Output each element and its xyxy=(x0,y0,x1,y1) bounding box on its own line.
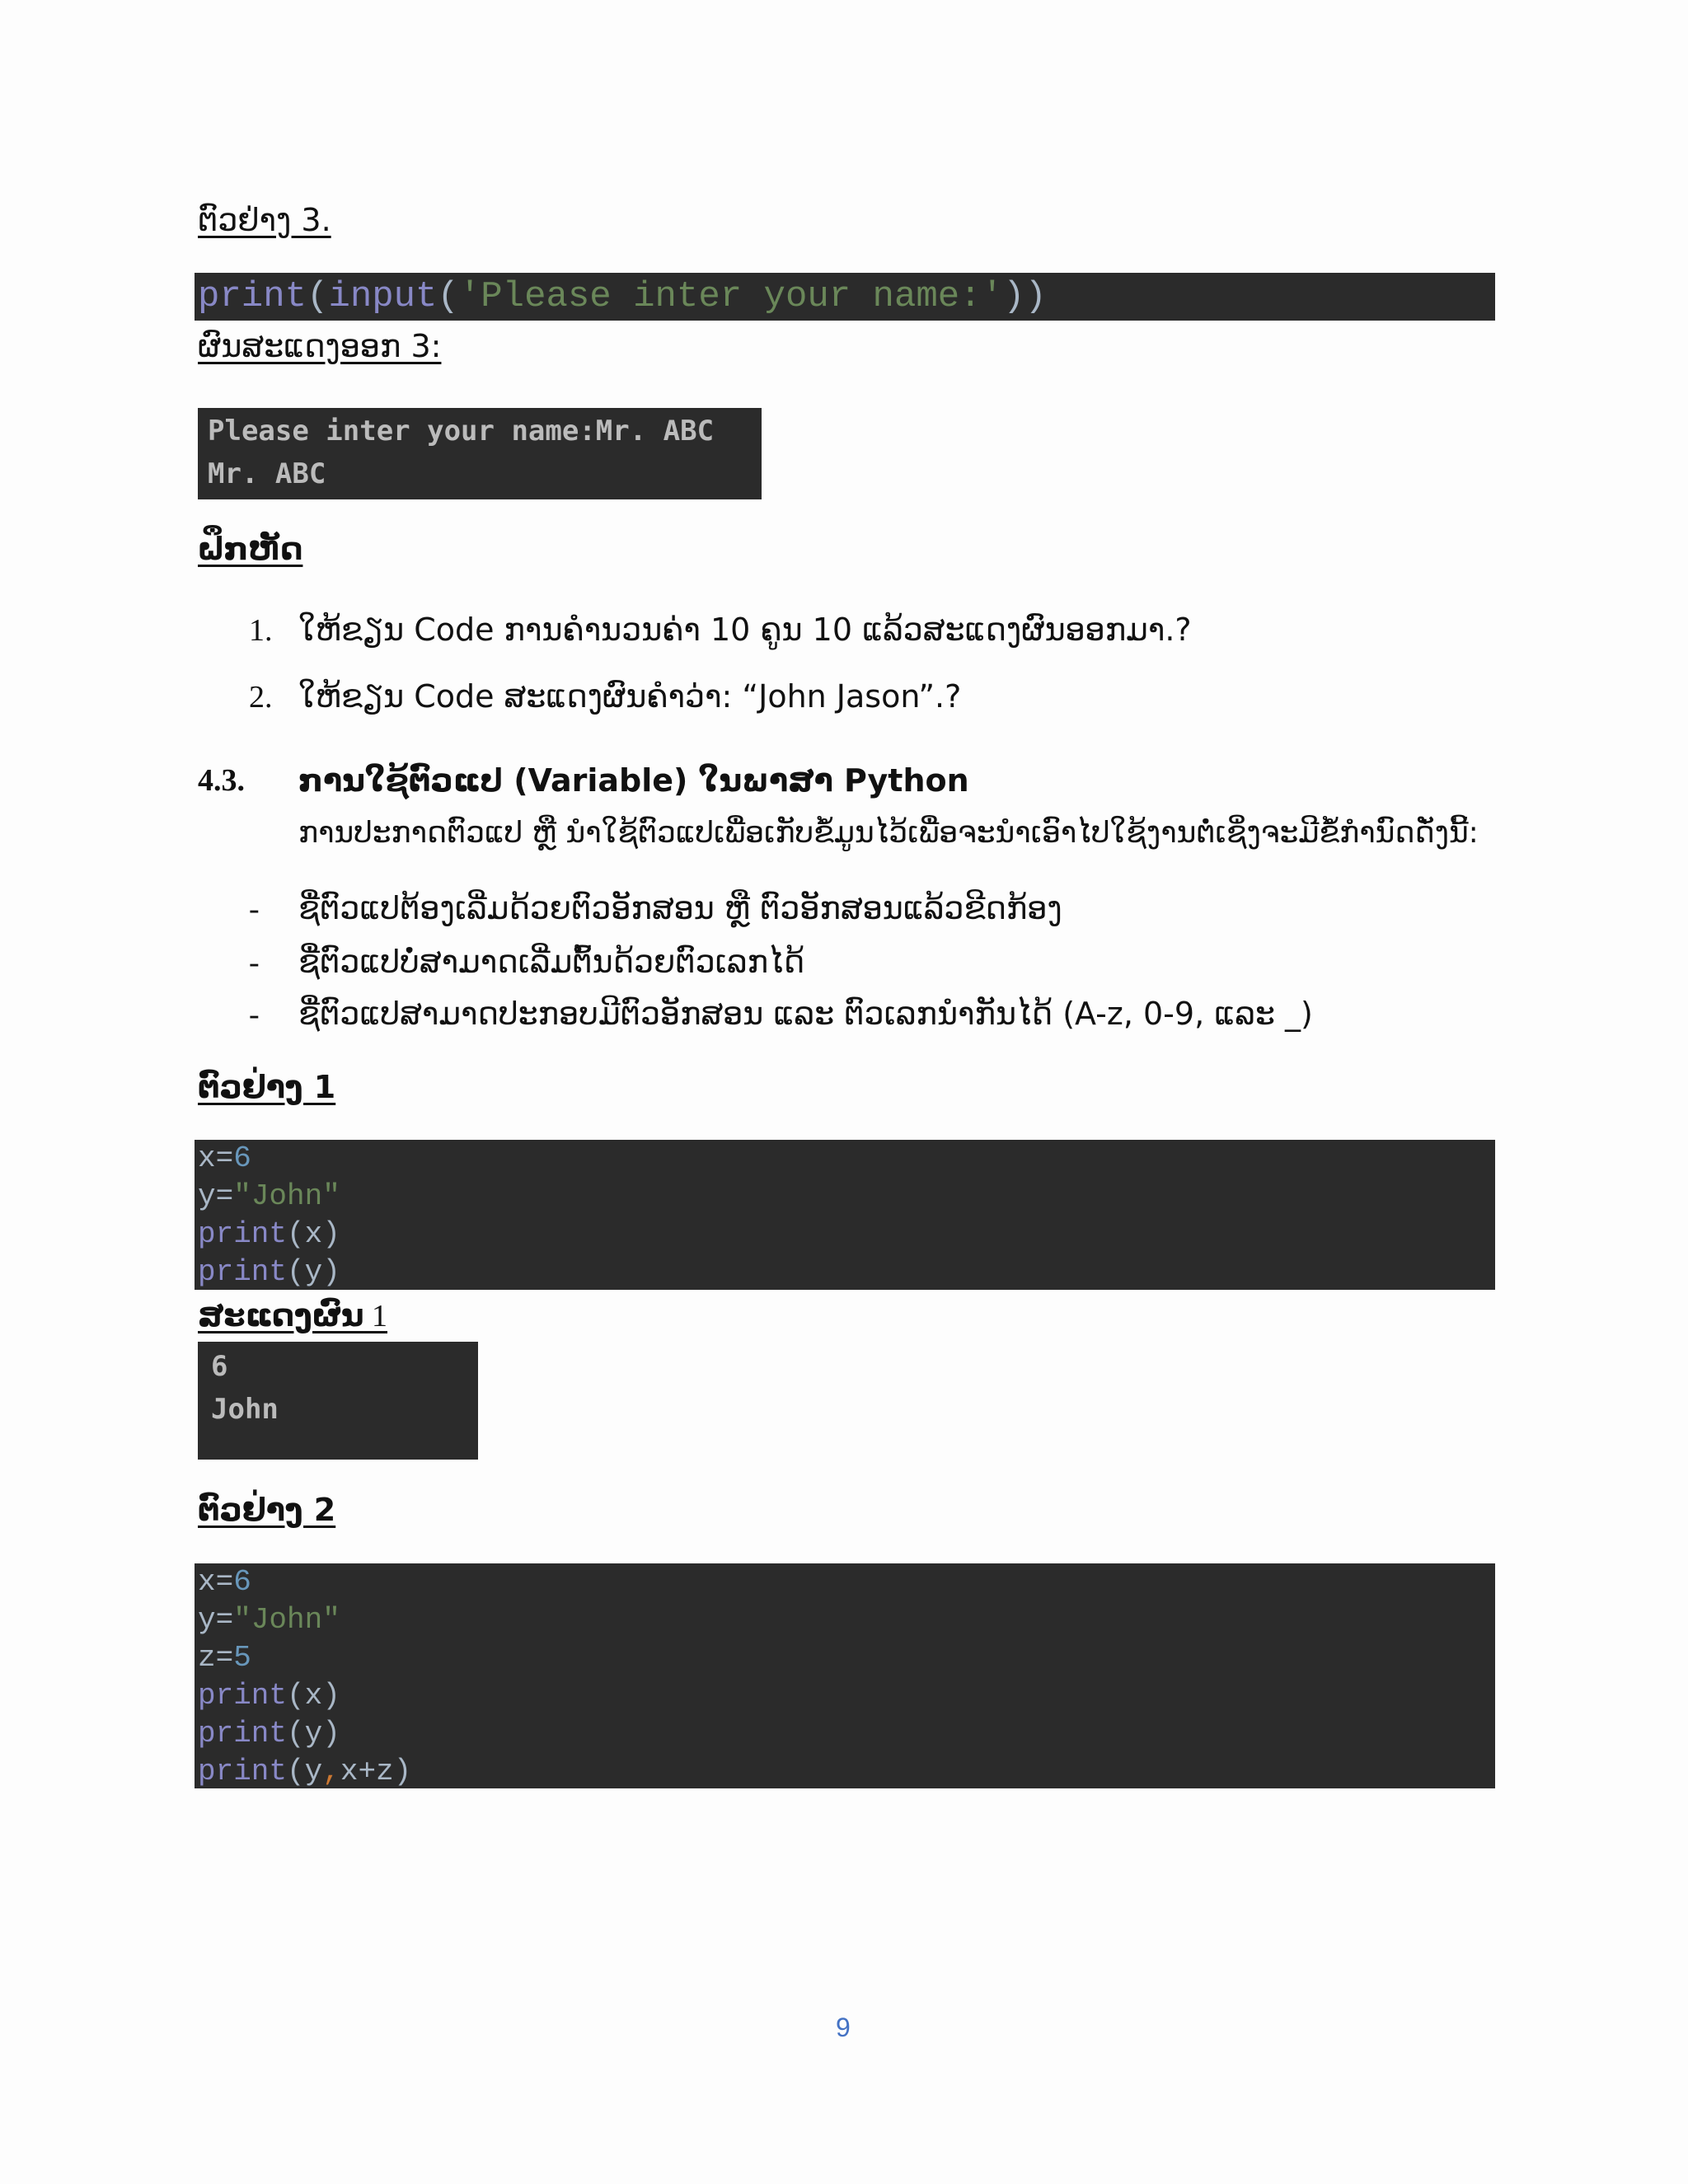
example3-code-line xyxy=(198,278,1047,316)
code-token: print xyxy=(198,1217,288,1251)
example1-console xyxy=(198,1342,478,1460)
code-token: ( xyxy=(437,276,459,317)
rule-text: ຊື່ຕົວແປສາມາດປະກອບມີຕົວອັກສອນ ແລະ ຕົວເລກນຳກັນໄດ້ (A-z, 0-9, ແລະ _) xyxy=(298,996,1313,1032)
code-token: "John" xyxy=(233,1179,340,1213)
rule-dash: - xyxy=(249,892,260,926)
console-line: Please inter your name:Mr. ABC xyxy=(208,415,715,448)
code-line xyxy=(198,1563,251,1601)
code-token: ( xyxy=(307,276,329,317)
example2-code-block xyxy=(195,1563,1495,1788)
rule-text: ຊື່ຕົວແປບໍ່ສາມາດເລີ່ມຕົ້ນດ້ວຍຕົວເລກໄດ້ xyxy=(298,944,805,980)
example3-output-heading: ຜົນສະແດງອອກ 3: xyxy=(198,328,442,364)
exercise-item-number: 1. xyxy=(249,613,273,648)
rule-item xyxy=(249,890,1062,927)
exercise-item-text: ໃຫ້ຂຽນ Code ການຄຳນວນຄ່າ 10 ຄູນ 10 ແລ້ວສະແດງຜົນອອກມາ.? xyxy=(298,612,1192,648)
code-token: y= xyxy=(198,1179,234,1213)
rule-item xyxy=(249,944,804,981)
code-line xyxy=(198,1178,340,1216)
code-line xyxy=(198,1254,340,1290)
example1-output-heading xyxy=(198,1297,387,1334)
code-token: print xyxy=(198,1755,288,1788)
code-token: x= xyxy=(198,1565,234,1599)
code-token: x= xyxy=(198,1141,234,1175)
code-line xyxy=(198,1216,340,1254)
code-token: print xyxy=(198,1717,288,1750)
example3-console xyxy=(198,408,762,499)
code-token: input xyxy=(328,276,438,317)
example1-heading: ຕົວຢ່າງ 1 xyxy=(198,1069,336,1105)
code-token: 'Please inter your name:' xyxy=(458,276,1003,317)
code-line xyxy=(198,1639,251,1677)
exercise-item-number: 2. xyxy=(249,680,273,715)
rule-dash: - xyxy=(249,997,260,1032)
exercise-item xyxy=(249,612,1192,649)
example1-code-block xyxy=(195,1140,1495,1290)
section-number: 4.3. xyxy=(198,763,245,798)
code-token: print xyxy=(198,276,307,317)
code-line xyxy=(198,1753,411,1788)
code-token: "John" xyxy=(233,1603,340,1637)
code-token: 6 xyxy=(233,1141,251,1175)
code-line xyxy=(198,1140,251,1178)
console-line: 6 xyxy=(211,1350,228,1383)
code-token: (y) xyxy=(287,1255,340,1289)
code-token: print xyxy=(198,1679,288,1713)
section-intro: ການປະກາດຕົວແປ ຫຼື ນຳໃຊ້ຕົວແປເພື່ອເກັບຂໍ້ມູນໄວ້ເພື່ອຈະນຳເອົາໄປໃຊ້ງານຕໍ່ເຊິ່ງຈະມີຂໍ້ກຳນົດດັ່ງນີ້: xyxy=(298,816,1479,850)
example3-code-block xyxy=(195,273,1495,321)
example2-heading: ຕົວຢ່າງ 2 xyxy=(198,1492,336,1528)
code-token: x+z) xyxy=(340,1755,412,1788)
exercise-item-text: ໃຫ້ຂຽນ Code ສະແດງຜົນຄຳວ່າ: “John Jason”.? xyxy=(298,678,962,715)
rule-item xyxy=(249,996,1313,1033)
rule-text: ຊື່ຕົວແປຕ້ອງເລີ່ມດ້ວຍຕົວອັກສອນ ຫຼື ຕົວອັກສອນແລ້ວຂີດກ້ອງ xyxy=(298,890,1062,926)
code-token: 5 xyxy=(233,1641,251,1675)
code-line xyxy=(198,1715,340,1753)
code-line xyxy=(198,1677,340,1715)
code-token: (y) xyxy=(287,1717,340,1750)
example3-heading: ຕົວຢ່າງ 3. xyxy=(198,202,331,238)
code-token: y= xyxy=(198,1603,234,1637)
console-line: John xyxy=(211,1393,279,1426)
output-heading-label: ສະແດງຜົນ xyxy=(198,1297,364,1333)
output-heading-number: 1 xyxy=(363,1299,388,1333)
code-token: z= xyxy=(198,1641,234,1675)
console-line: Mr. ABC xyxy=(208,457,326,490)
code-token: , xyxy=(322,1755,340,1788)
code-line xyxy=(198,1601,340,1639)
code-token: (x) xyxy=(287,1679,340,1713)
section-title: ການໃຊ້ຕົວແປ (Variable) ໃນພາສາ Python xyxy=(298,762,969,799)
code-token: (x) xyxy=(287,1217,340,1251)
code-token: (y xyxy=(287,1755,323,1788)
code-token: print xyxy=(198,1255,288,1289)
code-token: 6 xyxy=(233,1565,251,1599)
exercise-item xyxy=(249,678,961,715)
page-number: 9 xyxy=(836,2013,851,2042)
exercise-heading: ຝຶກຫັດ xyxy=(198,531,303,567)
rule-dash: - xyxy=(249,945,260,980)
code-token: )) xyxy=(1002,276,1047,317)
